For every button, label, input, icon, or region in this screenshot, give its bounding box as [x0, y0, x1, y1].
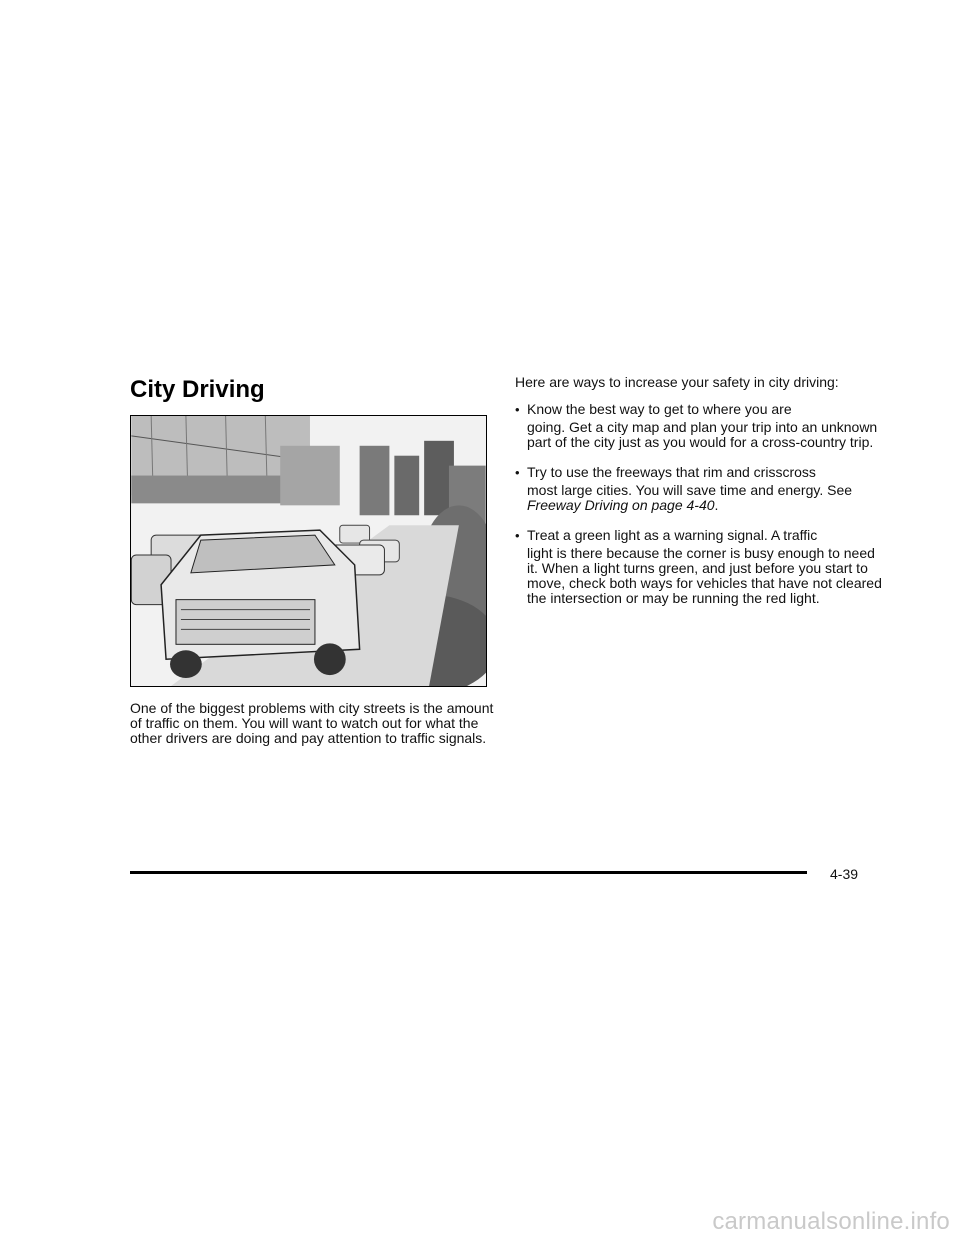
intro-text: Here are ways to increase your safety in city driving: [515, 374, 839, 390]
bullet-rest-text: most large cities. You will save time and energy. See [527, 482, 853, 498]
list-item [515, 402, 885, 450]
bullet-rest-tail: . [714, 497, 719, 513]
list-item [515, 528, 885, 606]
bullet-icon: • [515, 402, 520, 417]
city-traffic-illustration [130, 415, 487, 687]
page-title: City Driving [130, 376, 265, 403]
watermark: carmanualsonline.info [712, 1208, 950, 1235]
bullet-icon: • [515, 528, 520, 543]
bullet-rest: going. Get a city map and plan your trip into an unknown part of the city just as you would for a cross-country trip. [527, 419, 878, 450]
page-number: 4-39 [830, 866, 859, 882]
bullet-first-line: Know the best way to get to where you are [527, 401, 792, 417]
bullet-icon: • [515, 465, 520, 480]
bullet-first-line: Treat a green light as a warning signal. A traffic [527, 527, 818, 543]
safety-tips-list [515, 402, 885, 621]
traffic-drawing [131, 416, 486, 686]
left-paragraph: One of the biggest problems with city streets is the amount of traffic on them. You will want to watch out for what the other drivers are doing and pay attention to traffic signals. [130, 700, 494, 746]
freeway-driving-link[interactable]: Freeway Driving on page 4-40 [527, 497, 715, 513]
bullet-rest [527, 483, 885, 513]
bullet-rest: light is there because the corner is busy enough to need it. When a light turns green, and just before you start to move, check both ways for vehicles that have not cleared the intersection or may be running the red light. [527, 545, 882, 606]
footer-rule [130, 871, 807, 874]
list-item [515, 465, 885, 513]
bullet-first-line: Try to use the freeways that rim and crisscross [527, 464, 816, 480]
